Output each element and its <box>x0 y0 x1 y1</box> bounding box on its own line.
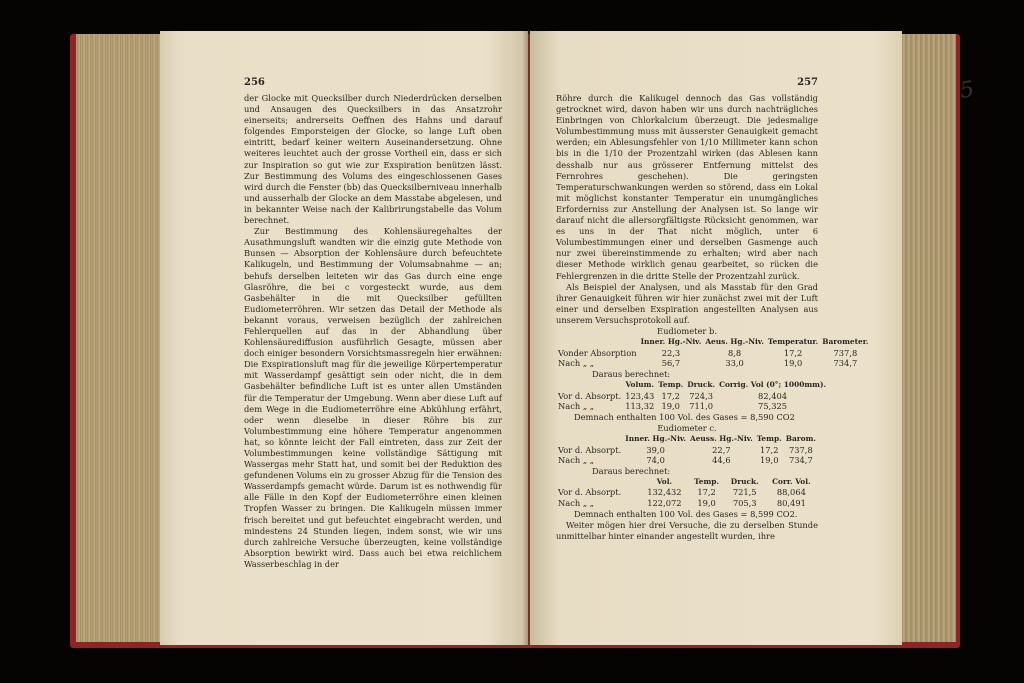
eudiometer-c-title: Eudiometer c. <box>657 422 717 433</box>
left-paragraph-1: der Glocke mit Quecksilber durch Niederdrücken derselben und Ansaugen des Quecksilbers in das Ansatzrohr einerseits; andrerseits Oeffnen des Hahns und darauf folgendes Emporsteigen der Glocke, so lange Luft oben eintritt, bedarf keiner weitern Auseinandersetzung. Ohne weiteres leuchtet auch der grosse Vortheil ein, dass er sich zur Inspiration so gut wie zur Exspiration benützen lässt. Zur Bestimmung des Volums des eingeschlossenen Gases wird durch die Fenster (bb) das Quecksilberniveau innerhalb und ausserhalb der Glocke an dem Masstabe abgelesen, und in bekannter Weise nach der Kalibrirungstabelle das Volum berechnet. <box>244 93 502 226</box>
table-cell: 724,3 <box>689 390 713 401</box>
table-cell: Nach „ „ <box>558 401 595 412</box>
right-page <box>530 31 902 645</box>
table-row <box>556 487 818 498</box>
table-cell: 132,432 <box>647 487 682 498</box>
table-row <box>556 498 818 509</box>
table-header: Temp. <box>658 379 684 389</box>
table-cell: 17,2 <box>783 347 803 358</box>
table-cell: 88,064 <box>776 487 806 498</box>
table-cell: 82,404 <box>758 390 788 401</box>
open-book <box>70 28 977 653</box>
table-header <box>556 380 623 391</box>
table-header: Corrig. Vol (0°; 1000mm). <box>719 379 827 389</box>
right-paragraph-1: Röhre durch die Kalikugel dennoch das Gas vollständig getrocknet wird, davon haben wir uns durch nachträgliches Einbringen von Chlorkalcium überzeugt. Die jedesmalige Volumbestimmung muss mit äusserster Genauigkeit gemacht werden; ein Ablesungsfehler von 1/10 Millimeter kann schon bis in die 1/10 der Prozentzahl wirken (das Ablesen kann desshalb nur aus grösserer Entfernung mittelst des Fernrohres geschehen). Die geringsten Temperaturschwankungen werden so störend, dass ein Lokal mit möglichst konstanter Temperatur ein unumgängliches Erforderniss zur Anstellung der Analysen ist. So lange wir darauf nicht die allersorgfältigste Rücksicht genommen, war es uns in der That nicht möglich, unter 6 Volumbestimmungen einer und derselben Gasmenge auch nur zwei übereinstimmende zu erhalten; wird aber nach dieser Methode wirklich genau gearbeitet, so rücken die Fehlergrenzen in die dritte Stelle der Prozentzahl zurück. <box>556 93 818 281</box>
table-cell: Vor d. Absorpt. <box>558 444 622 455</box>
eudiometer-c-computed-label: Daraus berechnet: <box>592 465 671 476</box>
table-cell: Nach „ „ <box>558 358 595 369</box>
eudiometer-c-computed-table <box>556 477 818 509</box>
table-header: Corr. Vol. <box>772 476 811 486</box>
table-header: Inner. Hg.-Niv. <box>640 337 702 347</box>
table-cell: 705,3 <box>732 497 757 508</box>
table-cell: 75,325 <box>758 401 788 412</box>
table-cell: 737,8 <box>833 347 858 358</box>
table-cell: 8,8 <box>728 347 742 358</box>
table-header: Barom. <box>785 433 816 443</box>
table-cell: 19,0 <box>661 401 680 412</box>
left-paragraph-2: Zur Bestimmung des Kohlensäuregehaltes der Ausathmungsluft wandten wir die einzig gute Methode von Bunsen — Absorption der Kohlensäure durch befeuchtete Kalikugeln, und Bestimmung der Volumsabnahme — an; behufs derselben leiteten wir das Gas durch eine enge Glasröhre, die bei c vorgesteckt wurde, aus dem Gasbehälter in die mit Quecksilber gefüllten Eudiometerröhren. Wir setzen das Detail der Methode als bekannt voraus, verweisen bezüglich der zahlreichen Fehlerquellen auf das in der Abhandlung über Kohlensäurediffusion ausführlich Gesagte, müssen aber doch einiger besondern Vorsichtsmassregeln hier erwähnen: Die Exspirationsluft mag für die jeweilige Körpertemperatur mit Wasserdampf gesättigt sein oder nicht, die in dem Gasbehälter befindliche Luft ist es unter allen Umständen für die Temperatur der Umgebung. Wenn aber diese Luft auf dem Wege in die Eudiometerröhre eine Abkühlung erfährt, oder wenn dieselbe in dieser Röhre bis zur Volumbestimmung eine höhere Temperatur angenommen hat, so könnte leicht der Fall eintreten, dass zur Zeit der Volumbestimmungen keine vollständige Sättigung mit Wassergas mehr Statt hat, und somit bei der Reduktion des gefundenen Volums ein zu grosser Abzug für die Tension des Wasserdampfs gemacht würde. Darum ist es nothwendig für alle Fälle in den Kopf der Eudiometerröhre einen kleinen Tropfen Wasser zu bringen. Die Kalikugeln müssen immer frisch bereitet und gut befeuchtet eingebracht werden, und mindestens 24 Stunden liegen, indem sonst, wie wir uns durch zahlreiche Versuche überzeugten, keine vollständige Absorption bewirkt wird. Dass auch bei etwa reichlichem Wasserbeschlag in der <box>244 226 502 569</box>
table-header: Inner. Hg.-Niv. <box>625 433 686 443</box>
table-cell: 113,32 <box>625 401 655 412</box>
table-cell: 44,6 <box>712 455 731 466</box>
table-cell: 56,7 <box>661 358 681 369</box>
table-header <box>556 337 639 348</box>
eudiometer-b-summary: Demnach enthalten 100 Vol. des Gases = 8,590 CO2 <box>574 411 795 422</box>
table-cell: 17,2 <box>697 487 716 498</box>
right-paragraph-2: Als Beispiel der Analysen, und als Masstab für den Grad ihrer Genauigkeit führen wir hier zunächst zwei mit der Luft einer und derselben Exspiration angestellten Analysen aus unserem Versuchsprotokoll auf. <box>556 281 818 325</box>
margin-pencil-note: 5 <box>957 76 977 105</box>
right-page-text <box>556 93 818 326</box>
right-page-closing <box>556 520 818 542</box>
left-page <box>160 31 528 645</box>
table-cell: Vonder Absorption <box>558 347 637 358</box>
table-row <box>556 358 871 369</box>
eudiometer-b-computed-table <box>556 380 828 412</box>
table-header <box>556 434 623 445</box>
eudiometer-c-summary: Demnach enthalten 100 Vol. des Gases = 8,599 CO2. <box>574 508 798 519</box>
table-cell: 39,0 <box>646 444 665 455</box>
table-cell: 711,0 <box>689 401 713 412</box>
table-header: Temp. <box>694 476 720 486</box>
table-cell: 19,0 <box>760 455 779 466</box>
table-cell: 74,0 <box>646 455 665 466</box>
eudiometer-b-title: Eudiometer b. <box>657 325 717 336</box>
table-cell: 734,7 <box>788 455 813 466</box>
table-header: Druck. <box>730 476 759 486</box>
table-cell: 80,491 <box>776 497 806 508</box>
table-cell: 19,0 <box>697 497 716 508</box>
left-page-text <box>244 93 502 570</box>
table-header: Volum. <box>625 379 655 389</box>
table-cell: Vor d. Absorpt. <box>558 487 622 498</box>
table-cell: 33,0 <box>725 358 744 369</box>
eudiometer-b-table <box>556 337 871 369</box>
table-row <box>556 348 871 359</box>
right-closing-paragraph: Weiter mögen hier drei Versuche, die zu derselben Stunde unmittelbar hinter einander angestellt wurden, ihre <box>556 519 818 541</box>
page-number-right: 257 <box>797 77 818 88</box>
page-edges-right <box>902 34 956 642</box>
table-cell: 123,43 <box>625 390 655 401</box>
table-cell: Nach „ „ <box>558 455 595 466</box>
table-header: Vol. <box>656 476 673 486</box>
table-cell: 22,3 <box>661 347 681 358</box>
table-cell: 721,5 <box>732 487 757 498</box>
table-cell: 17,2 <box>661 390 680 401</box>
page-edges-left <box>76 34 168 642</box>
table-header: Barometer. <box>822 337 869 347</box>
table-cell: 122,072 <box>647 497 682 508</box>
eudiometer-c-table <box>556 434 818 466</box>
table-header: Temp. <box>756 433 782 443</box>
table-row <box>556 401 828 412</box>
table-header <box>556 477 640 488</box>
table-cell: Nach „ „ <box>558 497 595 508</box>
table-row <box>556 455 818 466</box>
table-cell: 734,7 <box>833 358 858 369</box>
page-number-left: 256 <box>244 77 265 88</box>
table-header: Aeus. Hg.-Niv. <box>705 337 764 347</box>
table-cell: 19,0 <box>783 358 803 369</box>
table-row <box>556 391 828 402</box>
table-row <box>556 445 818 456</box>
table-header: Temperatur. <box>767 337 819 347</box>
table-cell: 22,7 <box>712 444 731 455</box>
table-header: Aeuss. Hg.-Niv. <box>690 433 753 443</box>
table-cell: 737,8 <box>788 444 813 455</box>
table-cell: Vor d. Absorpt. <box>558 390 622 401</box>
table-cell: 17,2 <box>760 444 779 455</box>
table-header: Druck. <box>687 379 716 389</box>
eudiometer-b-computed-label: Daraus berechnet: <box>592 368 671 379</box>
